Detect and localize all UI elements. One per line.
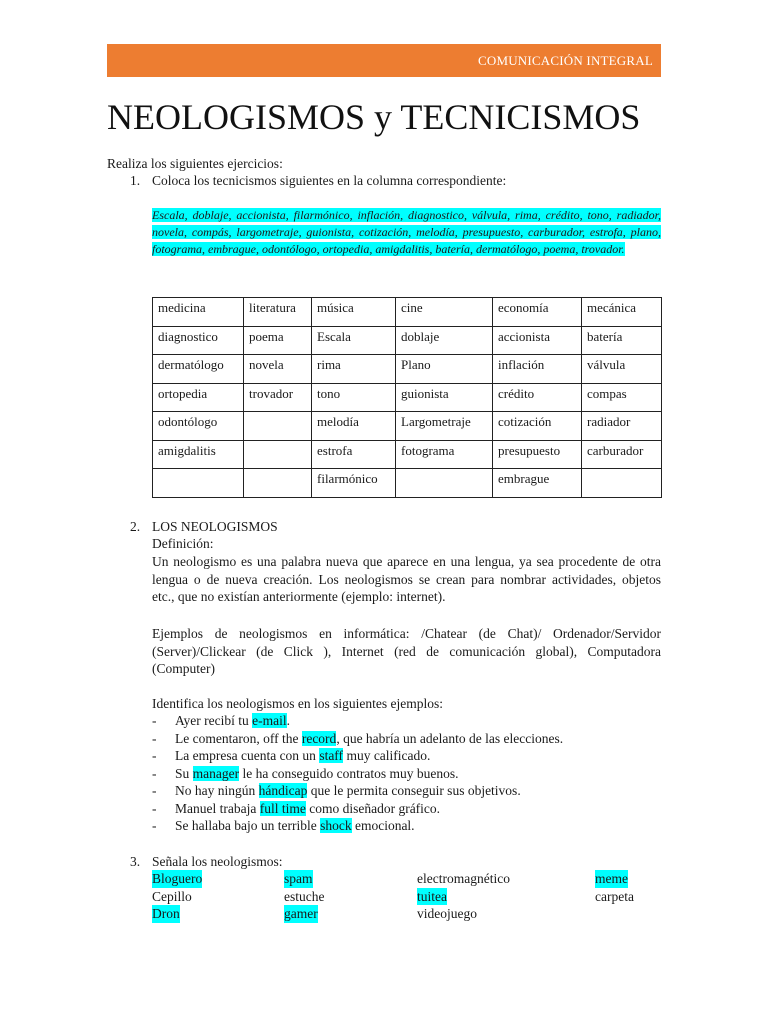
highlighted-neologism: record xyxy=(301,730,337,746)
table-cell: melodía xyxy=(312,412,396,441)
table-cell: odontólogo xyxy=(153,412,244,441)
table-cell xyxy=(153,469,244,498)
table-cell: doblaje xyxy=(396,326,493,355)
table-cell: filarmónico xyxy=(312,469,396,498)
highlighted-neologism: e-mail xyxy=(252,713,287,728)
sentence-text: Se hallaba bajo un terrible xyxy=(175,818,321,833)
examples-line: (Server)/Clickear (de Click ), Internet (red de comunicación global), Computadora xyxy=(152,643,661,659)
sentence-text: le ha conseguido contratos muy buenos. xyxy=(239,765,459,781)
word-cell: gamer xyxy=(284,906,318,921)
table-cell: novela xyxy=(244,355,312,384)
header-cell: economía xyxy=(493,298,582,327)
table-cell: dermatólogo xyxy=(153,355,244,384)
word-cell: Dron xyxy=(152,906,180,921)
intro-text: Realiza los siguientes ejercicios: xyxy=(107,156,283,171)
table-cell: radiador xyxy=(582,412,662,441)
word-bank xyxy=(152,207,661,258)
definition-line: etc., que no existían anteriormente (ejemplo: internet). xyxy=(152,589,446,604)
list-item xyxy=(152,712,563,730)
subject-label: COMUNICACIÓN INTEGRAL xyxy=(478,52,653,68)
identify-instruction: Identifica los neologismos en los siguientes ejemplos: xyxy=(152,696,443,711)
table-row xyxy=(153,412,662,441)
sentence-text: La empresa cuenta con un xyxy=(175,748,320,763)
table-cell: Plano xyxy=(396,355,493,384)
header-bar xyxy=(107,44,661,77)
table-cell: inflación xyxy=(493,355,582,384)
table-cell: Escala xyxy=(312,326,396,355)
table-cell xyxy=(244,440,312,469)
ex2-number: 2. xyxy=(130,519,141,534)
ex1-number: 1. xyxy=(130,173,141,188)
ex1-instruction: Coloca los tecnicismos siguientes en la columna correspondiente: xyxy=(152,173,507,188)
word-cell: electromagnético xyxy=(417,871,510,886)
definition-line: lengua o de nueva creación. Los neologismos se crean para nombrar actividades, objetos xyxy=(152,571,661,587)
sentence-text: como diseñador gráfico. xyxy=(305,800,441,816)
ex3-number: 3. xyxy=(130,854,141,869)
word-cell: Bloguero xyxy=(152,871,203,886)
highlighted-neologism: shock xyxy=(320,818,352,833)
table-cell: cotización xyxy=(493,412,582,441)
sentence-text: Le comentaron, off the xyxy=(175,730,302,746)
header-cell: música xyxy=(312,298,396,327)
table-cell: ortopedia xyxy=(153,383,244,412)
definition-line: Un neologismo es una palabra nueva que aparece en una lengua, ya sea procedente de otra xyxy=(152,554,661,569)
table-cell: diagnostico xyxy=(153,326,244,355)
examples-paragraph xyxy=(152,625,661,678)
table-cell: rima xyxy=(312,355,396,384)
table-row xyxy=(153,440,662,469)
table-cell xyxy=(244,412,312,441)
table-cell xyxy=(582,469,662,498)
highlighted-neologism: manager xyxy=(192,765,240,781)
ex2-heading: LOS NEOLOGISMOS xyxy=(152,519,278,534)
word-cell: videojuego xyxy=(417,906,477,921)
list-item xyxy=(152,782,563,800)
table-row xyxy=(153,355,662,384)
definition-paragraph xyxy=(152,553,661,606)
word-cell: estuche xyxy=(284,888,325,904)
table-cell: tono xyxy=(312,383,396,412)
sentence-text: Manuel trabaja xyxy=(175,800,260,816)
header-cell: cine xyxy=(396,298,493,327)
table-cell: Largometraje xyxy=(396,412,493,441)
sentence-text: emocional. xyxy=(351,818,415,833)
header-cell: medicina xyxy=(153,298,244,327)
sentence-text: Su xyxy=(175,765,193,781)
header-cell: mecánica xyxy=(582,298,662,327)
table-row xyxy=(153,326,662,355)
highlighted-neologism: staff xyxy=(319,748,344,763)
table-cell: carburador xyxy=(582,440,662,469)
header-cell: literatura xyxy=(244,298,312,327)
sentence-text: Ayer recibí tu xyxy=(175,713,253,728)
ex3-instruction: Señala los neologismos: xyxy=(152,854,283,869)
word-bank-text: Escala, doblaje, accionista, filarmónico, inflación, diagnostico, válvula, rima, crédito, tono, radiador, novela, compás, largometraje, guionista, cotización, melodía, presupuesto, carburador, estrofa, plano, fotograma, embrague, odontólogo, ortopedia, amigdalitis, batería, dermatólogo, poema, trovador. xyxy=(152,208,661,256)
sentence-text: , que habría un adelanto de las elecciones. xyxy=(336,730,564,746)
word-cell: carpeta xyxy=(595,888,634,904)
table-cell: batería xyxy=(582,326,662,355)
highlighted-neologism: hándicap xyxy=(258,783,308,798)
list-item xyxy=(152,817,563,835)
list-item xyxy=(152,800,563,818)
word-cell: Cepillo xyxy=(152,888,192,904)
table-cell: embrague xyxy=(493,469,582,498)
definition-label: Definición: xyxy=(152,536,214,551)
table-cell: trovador xyxy=(244,383,312,412)
table-cell xyxy=(244,469,312,498)
sentence-text: muy calificado. xyxy=(343,748,431,763)
word-cell: spam xyxy=(284,871,313,886)
list-item xyxy=(152,730,563,748)
word-cell: tuitea xyxy=(417,888,447,904)
table-cell: presupuesto xyxy=(493,440,582,469)
sentence-text: No hay ningún xyxy=(175,783,259,798)
table-header-row xyxy=(153,298,662,327)
table-cell: guionista xyxy=(396,383,493,412)
examples-line: Ejemplos de neologismos en informática: /Chatear (de Chat)/ Ordenador/Servidor xyxy=(152,626,661,641)
highlighted-neologism: full time xyxy=(259,800,306,816)
table-cell: fotograma xyxy=(396,440,493,469)
table-cell xyxy=(396,469,493,498)
examples-line: (Computer) xyxy=(152,661,215,676)
table-row xyxy=(153,383,662,412)
technicisms-table xyxy=(152,297,662,498)
table-cell: válvula xyxy=(582,355,662,384)
table-cell: accionista xyxy=(493,326,582,355)
sentence-text: que le permita conseguir sus objetivos. xyxy=(307,783,521,798)
list-item xyxy=(152,765,563,783)
table-row xyxy=(153,469,662,498)
table-cell: amigdalitis xyxy=(153,440,244,469)
page-title: NEOLOGISMOS y TECNICISMOS xyxy=(107,97,641,137)
list-item xyxy=(152,747,563,765)
table-cell: compas xyxy=(582,383,662,412)
table-cell: estrofa xyxy=(312,440,396,469)
word-cell: meme xyxy=(595,871,628,886)
sentence-list xyxy=(152,712,563,835)
sentence-text: . xyxy=(286,713,290,728)
table-cell: poema xyxy=(244,326,312,355)
table-cell: crédito xyxy=(493,383,582,412)
